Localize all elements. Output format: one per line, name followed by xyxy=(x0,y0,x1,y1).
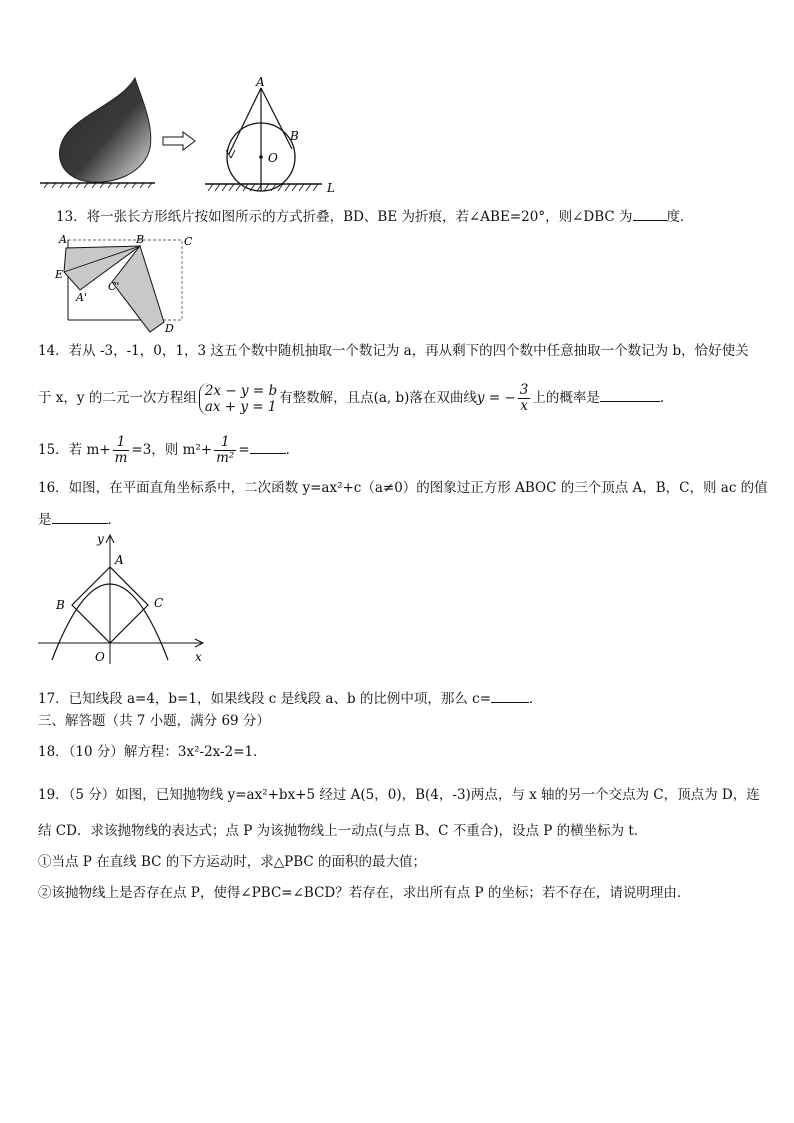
fig16-label-c: C xyxy=(154,596,164,610)
q13-answer-blank xyxy=(633,206,667,221)
question-15: 15．若 m+ $\frac{1}{m}$ =3，则 m²+ $\frac{1}{\text{m²}}$ = ． xyxy=(38,434,300,466)
fig13-label-e: E xyxy=(55,268,64,281)
label-a: A xyxy=(256,75,265,89)
question-14-line2: 于 x，y 的二元一次方程组 2x − y = b ax + y = 1 有整数解，且点(a, b)落在双曲线y = − $\frac{3}{x}$ 上的概率是 . xyxy=(38,382,665,415)
figure-folded-rectangle xyxy=(52,228,202,338)
fig16-label-x: x xyxy=(195,650,202,664)
fig13-label-c1: C' xyxy=(108,280,120,293)
fig16-label-o: O xyxy=(95,650,105,664)
equation-system: 2x − y = b ax + y = 1 xyxy=(199,383,277,415)
fraction-1-over-m-squared: $\frac{1}{\text{m²}}$ xyxy=(216,434,235,466)
label-l: L xyxy=(327,181,335,195)
hyperbola-fraction: $\frac{3}{x}$ xyxy=(519,382,529,414)
question-19-part2: ②该抛物线上是否存在点 P，使得∠PBC=∠BCD？若存在，求出所有点 P 的坐标；若不存在，请说明理由． xyxy=(38,885,691,901)
fig16-label-y: y xyxy=(97,532,104,546)
q14-answer-blank xyxy=(600,387,660,402)
question-16-line1: 16．如图，在平面直角坐标系中，二次函数 y=ax²+c（a≠0）的图象过正方形 ABOC 的三个顶点 A，B，C，则 ac 的值 xyxy=(38,480,768,496)
figure-teardrop-tangent xyxy=(30,70,350,195)
fig13-label-a1: A' xyxy=(76,291,87,304)
fig16-label-b: B xyxy=(56,598,65,612)
q15-answer-blank xyxy=(250,439,286,454)
figure-parabola-square xyxy=(34,530,214,670)
section-heading: 三、解答题（共 7 小题，满分 69 分） xyxy=(38,713,270,729)
fig16-label-a: A xyxy=(115,553,124,567)
fig13-label-b: B xyxy=(136,233,145,246)
q13-tail: 度． xyxy=(666,209,694,225)
arrow-icon xyxy=(163,132,195,150)
teardrop-shape xyxy=(59,78,150,182)
fig13-label-d: D xyxy=(165,322,174,335)
question-19-part1: ①当点 P 在直线 BC 的下方运动时，求△PBC 的面积的最大值； xyxy=(38,854,427,870)
label-o: O xyxy=(268,151,278,165)
question-14-line1: 14．若从 -3，-1，0，1，3 这五个数中随机抽取一个数记为 a，再从剩下的四个数中任意抽取一个数记为 b，恰好使关 xyxy=(38,343,749,359)
question-19-line1: 19．（5 分）如图，已知抛物线 y=ax²+bx+5 经过 A(5，0)，B(4，-3)两点，与 x 轴的另一个交点为 C，顶点为 D，连 xyxy=(38,787,760,803)
question-18: 18．（10 分）解方程：3x²-2x-2=1． xyxy=(38,744,267,760)
label-b: B xyxy=(290,129,299,143)
q16-answer-blank xyxy=(52,509,108,524)
q13-text: 13．将一张长方形纸片按如图所示的方式折叠，BD、BE 为折痕，若∠ABE=20°，则∠DBC 为 xyxy=(56,209,633,225)
question-13 xyxy=(56,206,694,226)
fig13-label-a: A xyxy=(59,233,67,246)
question-19-line2: 结 CD．求该抛物线的表达式；点 P 为该抛物线上一动点(与点 B、C 不重合)，设点 P 的横坐标为 t． xyxy=(38,823,648,839)
question-17: 17．已知线段 a=4，b=1，如果线段 c 是线段 a、b 的比例中项，那么 c= ． xyxy=(38,688,543,708)
question-16-line2: 是 ． xyxy=(38,509,121,529)
fraction-1-over-m: $\frac{1}{m}$ xyxy=(114,434,128,466)
fig13-label-c: C xyxy=(184,235,193,248)
q17-answer-blank xyxy=(491,688,529,703)
